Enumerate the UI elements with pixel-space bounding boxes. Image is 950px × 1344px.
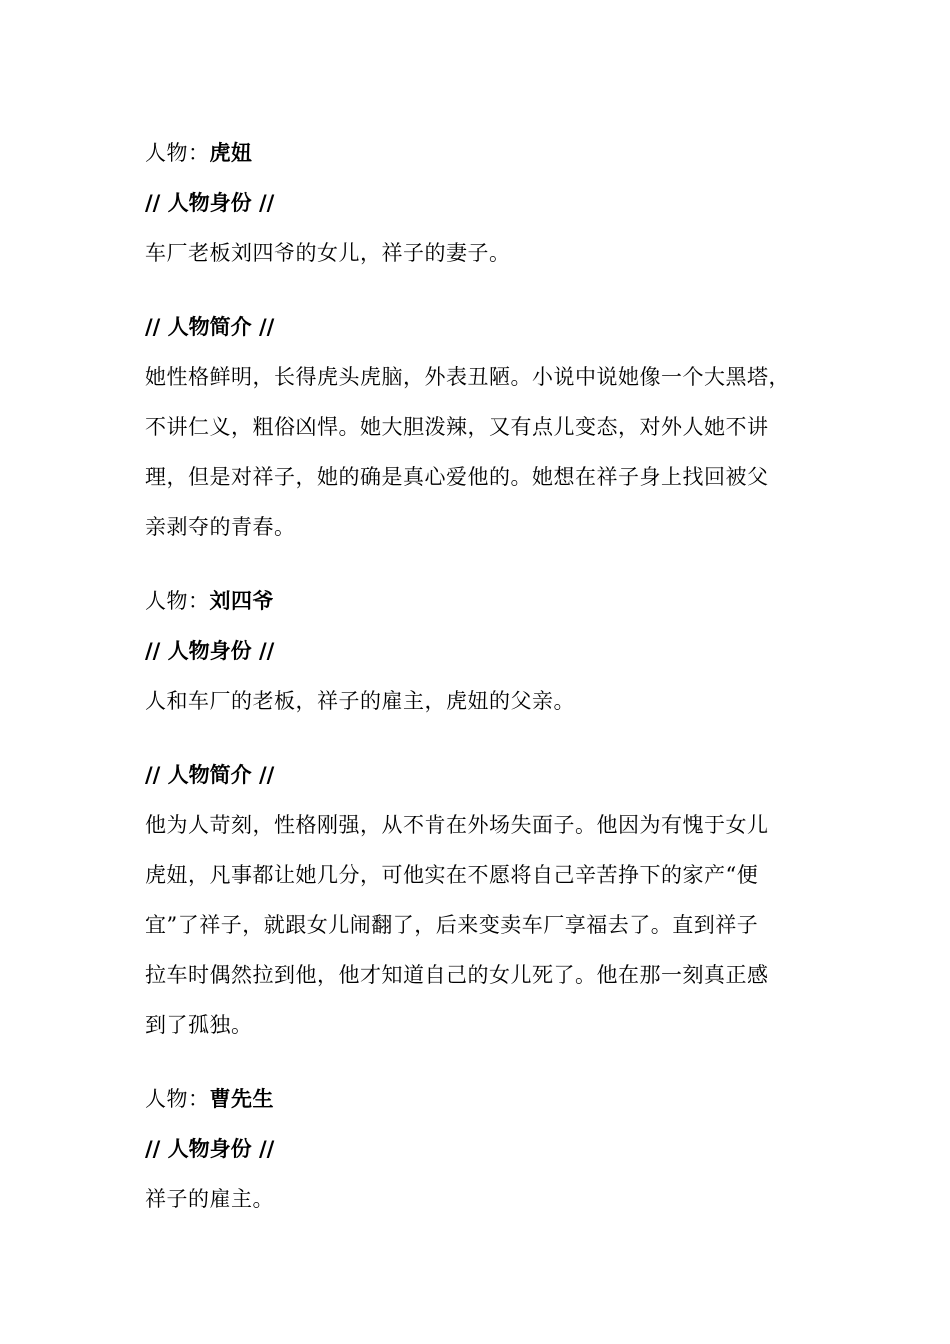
intro-heading: // 人物简介 // — [145, 315, 275, 339]
identity-text: 祥子的雇主。 — [145, 1187, 274, 1211]
character-label: 人物： — [145, 1087, 210, 1111]
character-name: 曹先生 — [209, 1087, 274, 1111]
intro-text: 亲剥夺的青春。 — [145, 515, 296, 539]
intro-text: 她性格鲜明，长得虎头虎脑，外表丑陋。小说中说她像一个大黑塔， — [145, 365, 790, 389]
character-title — [145, 1074, 815, 1124]
intro-text: 到了孤独。 — [145, 1013, 253, 1037]
intro-text: 理，但是对祥子，她的确是真心爱他的。她想在祥子身上找回被父 — [145, 465, 769, 489]
identity-text: 车厂老板刘四爷的女儿，祥子的妻子。 — [145, 241, 511, 265]
character-label: 人物： — [145, 141, 210, 165]
character-label: 人物： — [145, 589, 210, 613]
intro-text: 虎妞，凡事都让她几分，可他实在不愿将自己辛苦挣下的家产“便 — [145, 863, 759, 887]
character-name: 刘四爷 — [209, 589, 274, 613]
intro-text: 拉车时偶然拉到他，他才知道自己的女儿死了。他在那一刻真正感 — [145, 963, 769, 987]
character-title — [145, 128, 815, 178]
intro-text: 不讲仁义，粗俗凶悍。她大胆泼辣，又有点儿变态，对外人她不讲 — [145, 415, 769, 439]
character-title — [145, 576, 815, 626]
intro-heading: // 人物简介 // — [145, 763, 275, 787]
identity-heading: // 人物身份 // — [145, 639, 275, 663]
document-page — [145, 128, 815, 1224]
identity-heading: // 人物身份 // — [145, 191, 275, 215]
identity-text: 人和车厂的老板，祥子的雇主，虎妞的父亲。 — [145, 689, 575, 713]
intro-text: 他为人苛刻，性格刚强，从不肯在外场失面子。他因为有愧于女儿 — [145, 813, 769, 837]
intro-text: 宜”了祥子，就跟女儿闹翻了，后来变卖车厂享福去了。直到祥子 — [145, 913, 759, 937]
identity-heading: // 人物身份 // — [145, 1137, 275, 1161]
character-name: 虎妞 — [209, 141, 253, 165]
